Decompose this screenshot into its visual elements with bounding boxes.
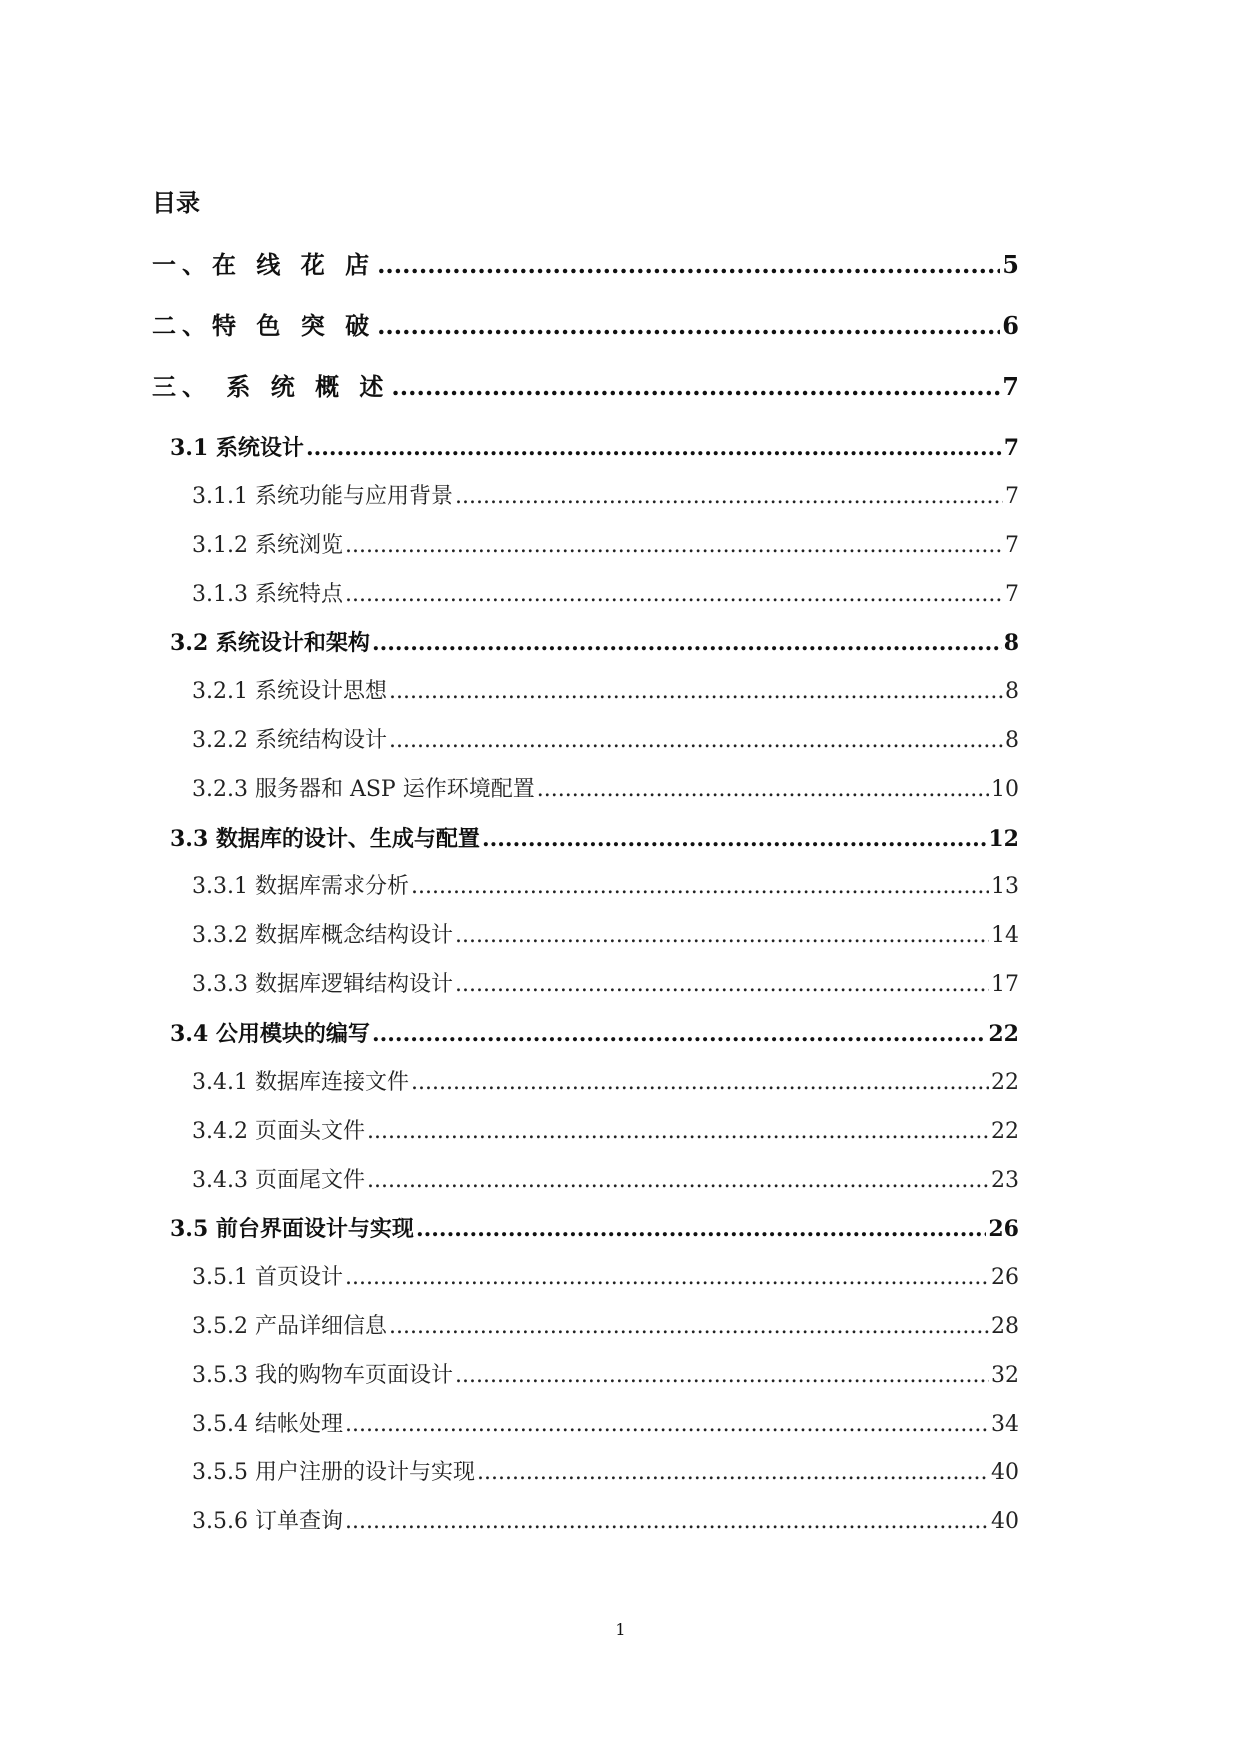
toc-entry-label: 3.1 系统设计 (170, 435, 304, 461)
toc-entry (170, 628, 1019, 658)
toc-entry (192, 775, 1019, 805)
toc-entry-page: 40 (991, 1509, 1019, 1534)
toc-entry-label: 3.5.4 结帐处理 (192, 1412, 343, 1437)
toc-leader (416, 1214, 986, 1244)
toc-entry-page: 17 (991, 972, 1019, 997)
toc-entry-page: 40 (991, 1460, 1019, 1485)
toc-entry-page: 5 (1002, 250, 1019, 279)
toc-entry (192, 580, 1019, 610)
toc-entry-page: 26 (991, 1265, 1019, 1290)
toc-entry-label: 3.1.1 系统功能与应用背景 (192, 484, 453, 509)
toc-entry-label: 3.4.1 数据库连接文件 (192, 1070, 409, 1095)
toc-entry-page: 10 (991, 777, 1019, 802)
toc-title: 目录 (152, 189, 200, 217)
toc-entry-label: 二、特 色 突 破 (152, 311, 376, 340)
toc-leader (306, 433, 1002, 463)
toc-entry-page: 8 (1005, 679, 1019, 704)
toc-entry-page: 34 (991, 1412, 1019, 1437)
toc-entry (192, 872, 1019, 902)
toc-leader (345, 1263, 989, 1293)
toc-entry (170, 824, 1019, 854)
toc-entry-page: 22 (991, 1070, 1019, 1095)
toc-entry-label: 3.2 系统设计和架构 (170, 630, 370, 656)
toc-entry-page: 22 (991, 1119, 1019, 1144)
toc-entry-page: 14 (991, 923, 1019, 948)
toc-entry-label: 3.4.2 页面头文件 (192, 1119, 365, 1144)
toc-entry (192, 1458, 1019, 1488)
toc-leader (389, 677, 1003, 707)
toc-entry-label: 3.5.6 订单查询 (192, 1509, 343, 1534)
toc-leader (345, 1410, 989, 1440)
toc-entry (192, 531, 1019, 561)
toc-entry-page: 12 (988, 826, 1019, 852)
toc-entry-page: 23 (991, 1168, 1019, 1193)
toc-leader (411, 1068, 989, 1098)
toc-entry (192, 1507, 1019, 1537)
toc-leader (389, 1312, 989, 1342)
toc-entry-label: 3.1.3 系统特点 (192, 582, 343, 607)
toc-entry-label: 3.4.3 页面尾文件 (192, 1168, 365, 1193)
toc-entry-page: 6 (1002, 311, 1019, 340)
toc-entry-label: 3.3.3 数据库逻辑结构设计 (192, 972, 453, 997)
page-number: 1 (615, 1620, 626, 1639)
toc-entry-page: 32 (991, 1363, 1019, 1388)
toc-entry-label: 3.5.3 我的购物车页面设计 (192, 1363, 453, 1388)
toc-entry (170, 1019, 1019, 1049)
toc-leader (372, 1019, 986, 1049)
toc-entry-label: 3.5.1 首页设计 (192, 1265, 343, 1290)
toc-entry-label: 3.5.5 用户注册的设计与实现 (192, 1460, 475, 1485)
toc-leader (537, 775, 989, 805)
toc-entry (192, 726, 1019, 756)
toc-entry (152, 250, 1019, 280)
toc-entry-label: 3.2.2 系统结构设计 (192, 728, 387, 753)
toc-entry-page: 22 (988, 1021, 1019, 1047)
toc-leader (345, 580, 1003, 610)
toc-entry (192, 1166, 1019, 1196)
toc-leader (372, 628, 1002, 658)
toc-entry-page: 26 (988, 1216, 1019, 1242)
toc-leader (391, 372, 1000, 402)
toc-entry-page: 7 (1005, 484, 1019, 509)
toc-leader (455, 970, 989, 1000)
toc-entry-label: 3.3.2 数据库概念结构设计 (192, 923, 453, 948)
toc-entry (170, 1214, 1019, 1244)
toc-entry (192, 1263, 1019, 1293)
toc-entry (152, 372, 1019, 402)
toc-entry (192, 1361, 1019, 1391)
toc-entry-page: 8 (1003, 630, 1019, 656)
toc-entry-page: 7 (1002, 372, 1019, 401)
toc-leader (455, 1361, 989, 1391)
toc-leader (377, 250, 1000, 280)
toc-entry-label: 3.2.3 服务器和 ASP 运作环境配置 (192, 777, 535, 802)
toc-entry-page: 7 (1005, 582, 1019, 607)
toc-entry (192, 970, 1019, 1000)
toc-entry (192, 1068, 1019, 1098)
toc-leader (367, 1117, 989, 1147)
toc-entry (192, 1117, 1019, 1147)
toc-entry-label: 3.1.2 系统浏览 (192, 533, 343, 558)
toc-leader (389, 726, 1003, 756)
toc-leader (377, 311, 1000, 341)
toc-entry-page: 7 (1003, 435, 1019, 461)
toc-leader (477, 1458, 989, 1488)
toc-entry-label: 3.5.2 产品详细信息 (192, 1314, 387, 1339)
toc-leader (455, 482, 1003, 512)
toc-entry-page: 28 (991, 1314, 1019, 1339)
toc-entry (170, 433, 1019, 463)
toc-entry (152, 311, 1019, 341)
toc-leader (411, 872, 989, 902)
toc-entry (192, 677, 1019, 707)
toc-entry-label: 3.4 公用模块的编写 (170, 1021, 370, 1047)
toc-leader (455, 921, 989, 951)
toc-entry (192, 1410, 1019, 1440)
toc-entry-page: 7 (1005, 533, 1019, 558)
toc-entry (192, 921, 1019, 951)
toc-leader (367, 1166, 989, 1196)
toc-entry-page: 8 (1005, 728, 1019, 753)
toc-leader (482, 824, 986, 854)
toc-leader (345, 1507, 989, 1537)
toc-entry-label: 一、在 线 花 店 (152, 250, 376, 279)
toc-entry-label: 3.5 前台界面设计与实现 (170, 1216, 414, 1242)
toc-entry (192, 1312, 1019, 1342)
toc-entry-label: 3.2.1 系统设计思想 (192, 679, 387, 704)
toc-leader (345, 531, 1003, 561)
toc-entry (192, 482, 1019, 512)
toc-entry-label: 3.3.1 数据库需求分析 (192, 874, 409, 899)
toc-entry-label: 三、 系 统 概 述 (152, 372, 390, 401)
toc-entry-page: 13 (991, 874, 1019, 899)
toc-entry-label: 3.3 数据库的设计、生成与配置 (170, 826, 480, 852)
